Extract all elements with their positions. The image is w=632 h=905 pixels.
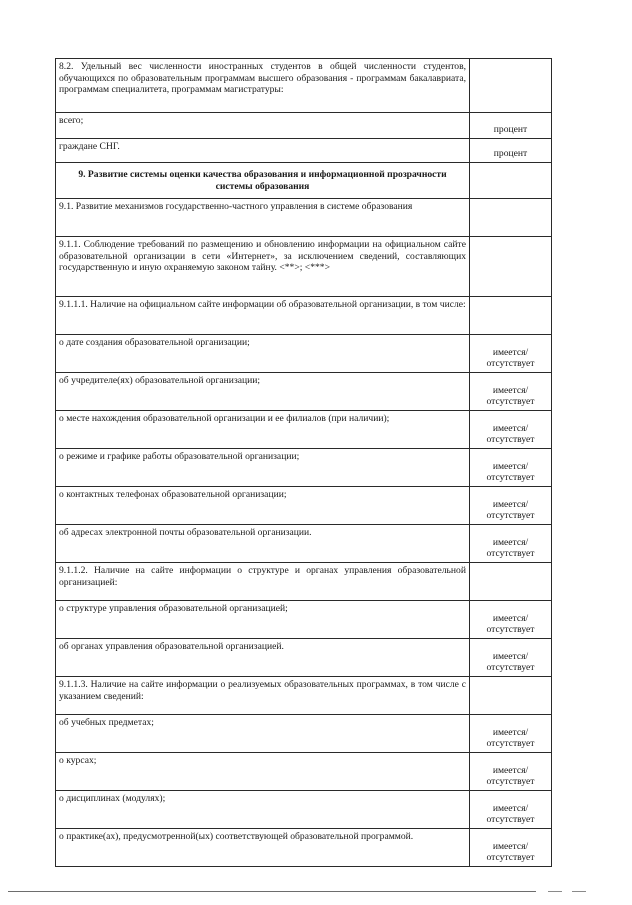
indicator-cell: о режиме и графике работы образовательной организации; <box>56 449 470 487</box>
indicator-cell: граждане СНГ. <box>56 139 470 163</box>
table-row <box>56 677 552 715</box>
indicators-table-body <box>56 59 552 867</box>
indicators-table <box>55 58 552 867</box>
indicator-cell: о курсах; <box>56 753 470 791</box>
unit-cell: имеется/отсутствует <box>470 487 552 525</box>
table-row <box>56 59 552 113</box>
unit-cell: имеется/отсутствует <box>470 639 552 677</box>
table-row <box>56 113 552 139</box>
table-row <box>56 639 552 677</box>
table-row <box>56 715 552 753</box>
table-row <box>56 829 552 867</box>
unit-cell: имеется/отсутствует <box>470 753 552 791</box>
table-row <box>56 139 552 163</box>
indicator-cell: о практике(ах), предусмотренной(ых) соответствующей образовательной программой. <box>56 829 470 867</box>
indicator-cell: о контактных телефонах образовательной организации; <box>56 487 470 525</box>
unit-cell: имеется/отсутствует <box>470 829 552 867</box>
unit-cell <box>470 237 552 297</box>
unit-cell: имеется/отсутствует <box>470 715 552 753</box>
indicator-cell: об учебных предметах; <box>56 715 470 753</box>
footer-rule <box>8 891 536 892</box>
unit-cell: имеется/отсутствует <box>470 335 552 373</box>
section-heading: 9. Развитие системы оценки качества образования и информационной прозрачности системы образования <box>56 163 470 199</box>
table-row <box>56 449 552 487</box>
indicator-cell: 9.1.1.3. Наличие на сайте информации о реализуемых образовательных программах, в том числе с указанием сведений: <box>56 677 470 715</box>
footer-dash <box>548 891 562 892</box>
unit-cell <box>470 199 552 237</box>
table-row <box>56 601 552 639</box>
table-row <box>56 373 552 411</box>
indicator-cell: о структуре управления образовательной организацией; <box>56 601 470 639</box>
indicator-cell: 9.1. Развитие механизмов государственно-частного управления в системе образования <box>56 199 470 237</box>
unit-cell: имеется/отсутствует <box>470 449 552 487</box>
unit-cell: имеется/отсутствует <box>470 373 552 411</box>
indicator-cell: о месте нахождения образовательной организации и ее филиалов (при наличии); <box>56 411 470 449</box>
indicator-cell: 9.1.1.1. Наличие на официальном сайте информации об образовательной организации, в том числе: <box>56 297 470 335</box>
table-row <box>56 411 552 449</box>
unit-cell <box>470 297 552 335</box>
unit-cell: процент <box>470 139 552 163</box>
indicator-cell: 9.1.1. Соблюдение требований по размещению и обновлению информации на официальном сайте образовательной организации в сети «Интернет», за исключением сведений, составляющих государственную и иную охраняемую законом тайну. <**>; <***> <box>56 237 470 297</box>
unit-cell: имеется/отсутствует <box>470 601 552 639</box>
table-row <box>56 237 552 297</box>
unit-cell <box>470 563 552 601</box>
indicator-cell: о дисциплинах (модулях); <box>56 791 470 829</box>
unit-cell: процент <box>470 113 552 139</box>
table-row <box>56 791 552 829</box>
unit-cell: имеется/отсутствует <box>470 791 552 829</box>
indicator-cell: об органах управления образовательной организацией. <box>56 639 470 677</box>
unit-cell <box>470 59 552 113</box>
indicator-cell: 8.2. Удельный вес численности иностранных студентов в общей численности студентов, обучающихся по образовательным программам высшего образования - программам бакалавриата, программам специалитета, программам магистратуры: <box>56 59 470 113</box>
indicator-cell: о дате создания образовательной организации; <box>56 335 470 373</box>
table-row <box>56 163 552 199</box>
indicator-cell: всего; <box>56 113 470 139</box>
table-row <box>56 199 552 237</box>
unit-cell: имеется/отсутствует <box>470 411 552 449</box>
table-row <box>56 297 552 335</box>
unit-cell <box>470 163 552 199</box>
unit-cell: имеется/отсутствует <box>470 525 552 563</box>
table-row <box>56 335 552 373</box>
indicator-cell: 9.1.1.2. Наличие на сайте информации о структуре и органах управления образовательной организацией: <box>56 563 470 601</box>
table-row <box>56 525 552 563</box>
unit-cell <box>470 677 552 715</box>
table-row <box>56 563 552 601</box>
table-row <box>56 753 552 791</box>
indicator-cell: об адресах электронной почты образовательной организации. <box>56 525 470 563</box>
footer-dash <box>572 891 586 892</box>
indicator-cell: об учредителе(ях) образовательной организации; <box>56 373 470 411</box>
table-row <box>56 487 552 525</box>
